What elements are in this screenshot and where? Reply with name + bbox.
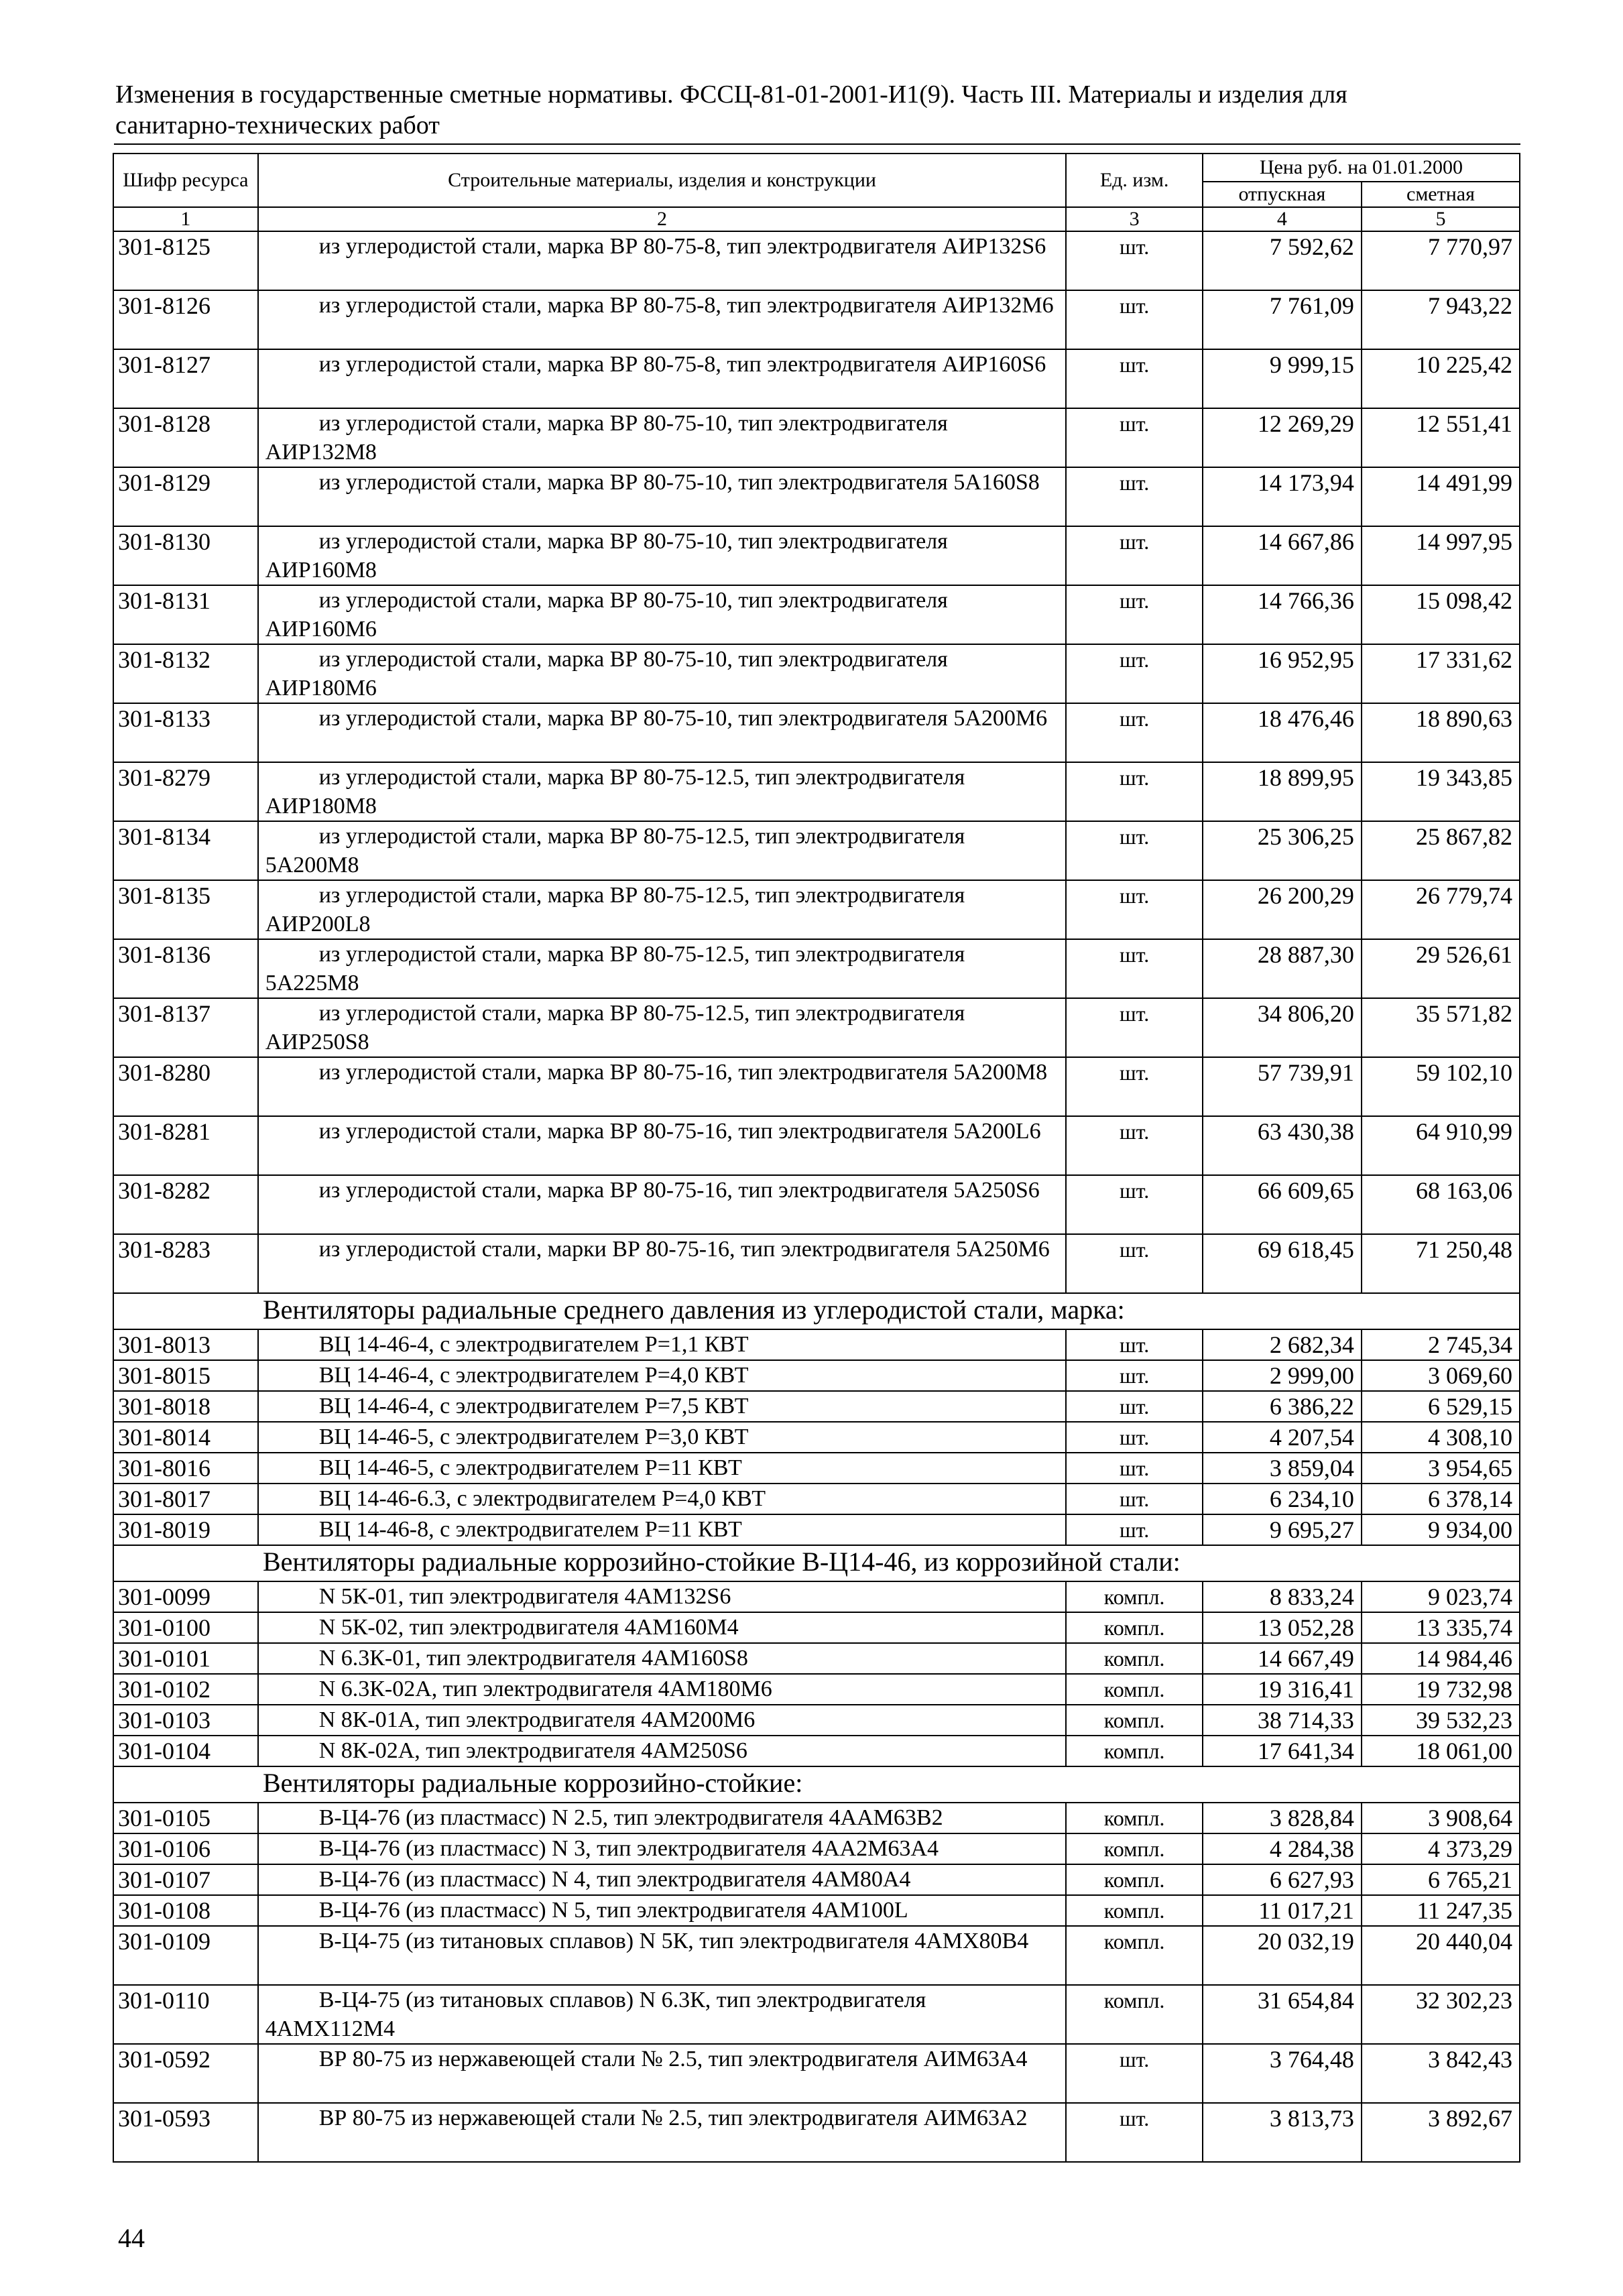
table-row — [113, 1057, 1520, 1116]
release-price: 28 887,30 — [1203, 939, 1362, 998]
unit-of-measure: шт. — [1066, 703, 1202, 762]
table-row — [113, 408, 1520, 467]
resource-code: 301-8132 — [113, 644, 258, 703]
unit-of-measure: шт. — [1066, 939, 1202, 998]
table-row — [113, 1705, 1520, 1736]
release-price: 11 017,21 — [1203, 1895, 1362, 1926]
table-row — [113, 998, 1520, 1057]
unit-of-measure: компл. — [1066, 1985, 1202, 2044]
col-desc-header: Строительные материалы, изделия и конструкции — [258, 154, 1067, 207]
estimate-price: 64 910,99 — [1362, 1116, 1520, 1175]
table-row — [113, 703, 1520, 762]
estimate-price: 20 440,04 — [1362, 1926, 1520, 1985]
item-description: ВЦ 14-46-6.3, с электродвигателем Р=4,0 КВТ — [258, 1484, 1067, 1514]
unit-of-measure: шт. — [1066, 1391, 1202, 1422]
table-row — [113, 762, 1520, 821]
release-price: 18 899,95 — [1203, 762, 1362, 821]
resource-code: 301-8279 — [113, 762, 258, 821]
release-price: 14 667,49 — [1203, 1643, 1362, 1674]
table-row — [113, 1175, 1520, 1234]
unit-of-measure: шт. — [1066, 349, 1202, 408]
estimate-price: 3 842,43 — [1362, 2044, 1520, 2103]
estimate-price: 59 102,10 — [1362, 1057, 1520, 1116]
resource-code: 301-0107 — [113, 1864, 258, 1895]
estimate-price: 9 934,00 — [1362, 1514, 1520, 1545]
unit-of-measure: шт. — [1066, 467, 1202, 526]
estimate-price: 9 023,74 — [1362, 1581, 1520, 1612]
release-price: 17 641,34 — [1203, 1736, 1362, 1766]
resource-code: 301-8281 — [113, 1116, 258, 1175]
estimate-price: 7 770,97 — [1362, 231, 1520, 290]
resource-code: 301-0110 — [113, 1985, 258, 2044]
release-price: 63 430,38 — [1203, 1116, 1362, 1175]
resource-code: 301-0103 — [113, 1705, 258, 1736]
table-row — [113, 1926, 1520, 1985]
table-row — [113, 526, 1520, 585]
table-row — [113, 644, 1520, 703]
estimate-price: 3 892,67 — [1362, 2103, 1520, 2162]
release-price: 18 476,46 — [1203, 703, 1362, 762]
table-row — [113, 1116, 1520, 1175]
estimate-price: 25 867,82 — [1362, 821, 1520, 880]
table-row — [113, 1895, 1520, 1926]
item-description: ВЦ 14-46-5, с электродвигателем Р=11 КВТ — [258, 1453, 1067, 1484]
item-description: N 6.3К-01, тип электродвигателя 4АМ160S8 — [258, 1643, 1067, 1674]
resource-code: 301-8018 — [113, 1391, 258, 1422]
unit-of-measure: компл. — [1066, 1926, 1202, 1985]
table-row — [113, 290, 1520, 349]
unit-of-measure: шт. — [1066, 1422, 1202, 1453]
item-description: ВР 80-75 из нержавеющей стали № 2.5, тип электродвигателя АИМ63А4 — [258, 2044, 1067, 2103]
item-description: из углеродистой стали, марки ВР 80-75-16, тип электродвигателя 5А250М6 — [258, 1234, 1067, 1293]
estimate-price: 39 532,23 — [1362, 1705, 1520, 1736]
unit-of-measure: шт. — [1066, 1514, 1202, 1545]
resource-code: 301-8013 — [113, 1329, 258, 1360]
estimate-price: 6 378,14 — [1362, 1484, 1520, 1514]
table-row — [113, 585, 1520, 644]
unit-of-measure: компл. — [1066, 1833, 1202, 1864]
table-row — [113, 1985, 1520, 2044]
unit-of-measure: шт. — [1066, 1175, 1202, 1234]
page-number: 44 — [118, 2223, 145, 2253]
estimate-price: 19 343,85 — [1362, 762, 1520, 821]
resource-code: 301-8137 — [113, 998, 258, 1057]
unit-of-measure: шт. — [1066, 880, 1202, 939]
table-row — [113, 939, 1520, 998]
estimate-price: 17 331,62 — [1362, 644, 1520, 703]
unit-of-measure: шт. — [1066, 1234, 1202, 1293]
table-row — [113, 1674, 1520, 1705]
unit-of-measure: компл. — [1066, 1864, 1202, 1895]
item-description: ВЦ 14-46-8, с электродвигателем Р=11 КВТ — [258, 1514, 1067, 1545]
col-price-header: Цена руб. на 01.01.2000 — [1203, 154, 1520, 182]
item-description: ВР 80-75 из нержавеющей стали № 2.5, тип электродвигателя АИМ63А2 — [258, 2103, 1067, 2162]
section-title: Вентиляторы радиальные коррозийно-стойкие: — [113, 1766, 1520, 1803]
unit-of-measure: компл. — [1066, 1643, 1202, 1674]
estimate-price: 14 984,46 — [1362, 1643, 1520, 1674]
resource-code: 301-8128 — [113, 408, 258, 467]
resource-code: 301-0105 — [113, 1803, 258, 1833]
release-price: 20 032,19 — [1203, 1926, 1362, 1985]
page-header — [115, 79, 1523, 141]
estimate-price: 10 225,42 — [1362, 349, 1520, 408]
table-row — [113, 821, 1520, 880]
unit-of-measure: компл. — [1066, 1705, 1202, 1736]
item-description: В-Ц4-75 (из титановых сплавов) N 5К, тип электродвигателя 4АМХ80В4 — [258, 1926, 1067, 1985]
release-price: 2 682,34 — [1203, 1329, 1362, 1360]
estimate-price: 29 526,61 — [1362, 939, 1520, 998]
resource-code: 301-0101 — [113, 1643, 258, 1674]
table-row — [113, 1514, 1520, 1545]
estimate-price: 26 779,74 — [1362, 880, 1520, 939]
resource-code: 301-8129 — [113, 467, 258, 526]
estimate-price: 35 571,82 — [1362, 998, 1520, 1057]
resource-code: 301-8133 — [113, 703, 258, 762]
estimate-price: 71 250,48 — [1362, 1234, 1520, 1293]
unit-of-measure: шт. — [1066, 1329, 1202, 1360]
release-price: 9 695,27 — [1203, 1514, 1362, 1545]
resource-code: 301-0102 — [113, 1674, 258, 1705]
item-description: В-Ц4-76 (из пластмасс) N 4, тип электродвигателя 4АМ80А4 — [258, 1864, 1067, 1895]
resource-code: 301-0109 — [113, 1926, 258, 1985]
resource-code: 301-8136 — [113, 939, 258, 998]
estimate-price: 6 529,15 — [1362, 1391, 1520, 1422]
table-row — [113, 1453, 1520, 1484]
item-description: из углеродистой стали, марка ВР 80-75-8, тип электродвигателя АИР132S6 — [258, 231, 1067, 290]
resource-code: 301-8017 — [113, 1484, 258, 1514]
unit-of-measure: шт. — [1066, 2044, 1202, 2103]
release-price: 31 654,84 — [1203, 1985, 1362, 2044]
release-price: 66 609,65 — [1203, 1175, 1362, 1234]
item-description: N 6.3К-02А, тип электродвигателя 4АМ180М6 — [258, 1674, 1067, 1705]
unit-of-measure: компл. — [1066, 1581, 1202, 1612]
section-title: Вентиляторы радиальные коррозийно-стойкие В-Ц14-46, из коррозийной стали: — [113, 1545, 1520, 1581]
item-description: из углеродистой стали, марка ВР 80-75-8, тип электродвигателя АИР132М6 — [258, 290, 1067, 349]
estimate-price: 13 335,74 — [1362, 1612, 1520, 1643]
item-description: ВЦ 14-46-4, с электродвигателем Р=1,1 КВТ — [258, 1329, 1067, 1360]
estimate-price: 19 732,98 — [1362, 1674, 1520, 1705]
unit-of-measure: шт. — [1066, 998, 1202, 1057]
estimate-price: 12 551,41 — [1362, 408, 1520, 467]
release-price: 7 592,62 — [1203, 231, 1362, 290]
table-row — [113, 1581, 1520, 1612]
col-number: 3 — [1066, 207, 1202, 231]
table-row — [113, 1329, 1520, 1360]
unit-of-measure: шт. — [1066, 1484, 1202, 1514]
item-description: N 5К-01, тип электродвигателя 4АМ132S6 — [258, 1581, 1067, 1612]
release-price: 8 833,24 — [1203, 1581, 1362, 1612]
col-release-header: отпускная — [1203, 182, 1362, 207]
unit-of-measure: компл. — [1066, 1674, 1202, 1705]
release-price: 57 739,91 — [1203, 1057, 1362, 1116]
table-row — [113, 880, 1520, 939]
release-price: 7 761,09 — [1203, 290, 1362, 349]
estimate-price: 2 745,34 — [1362, 1329, 1520, 1360]
table-body — [113, 231, 1520, 2162]
section-row — [113, 1766, 1520, 1803]
item-description: из углеродистой стали, марка ВР 80-75-10, тип электродвигателя АИР160М8 — [258, 526, 1067, 585]
table-row — [113, 349, 1520, 408]
release-price: 25 306,25 — [1203, 821, 1362, 880]
resource-code: 301-8280 — [113, 1057, 258, 1116]
unit-of-measure: шт. — [1066, 1453, 1202, 1484]
table-row — [113, 1234, 1520, 1293]
resource-code: 301-8014 — [113, 1422, 258, 1453]
unit-of-measure: шт. — [1066, 821, 1202, 880]
release-price: 12 269,29 — [1203, 408, 1362, 467]
table-row — [113, 231, 1520, 290]
item-description: из углеродистой стали, марка ВР 80-75-16, тип электродвигателя 5А200М8 — [258, 1057, 1067, 1116]
release-price: 26 200,29 — [1203, 880, 1362, 939]
item-description: В-Ц4-76 (из пластмасс) N 5, тип электродвигателя 4АМ100L — [258, 1895, 1067, 1926]
table-row — [113, 2044, 1520, 2103]
estimate-price: 15 098,42 — [1362, 585, 1520, 644]
resource-code: 301-0099 — [113, 1581, 258, 1612]
resource-code: 301-8126 — [113, 290, 258, 349]
resource-code: 301-8134 — [113, 821, 258, 880]
unit-of-measure: шт. — [1066, 1116, 1202, 1175]
item-description: из углеродистой стали, марка ВР 80-75-16, тип электродвигателя 5А250S6 — [258, 1175, 1067, 1234]
resource-code: 301-0104 — [113, 1736, 258, 1766]
estimate-price: 18 890,63 — [1362, 703, 1520, 762]
unit-of-measure: шт. — [1066, 526, 1202, 585]
release-price: 6 234,10 — [1203, 1484, 1362, 1514]
item-description: N 8К-02А, тип электродвигателя 4АМ250S6 — [258, 1736, 1067, 1766]
item-description: из углеродистой стали, марка ВР 80-75-12.5, тип электродвигателя 5А225М8 — [258, 939, 1067, 998]
table-row — [113, 1360, 1520, 1391]
table-row — [113, 467, 1520, 526]
estimate-price: 18 061,00 — [1362, 1736, 1520, 1766]
estimate-price: 32 302,23 — [1362, 1985, 1520, 2044]
resource-code: 301-8016 — [113, 1453, 258, 1484]
section-row — [113, 1293, 1520, 1329]
col-number: 4 — [1203, 207, 1362, 231]
unit-of-measure: шт. — [1066, 408, 1202, 467]
item-description: из углеродистой стали, марка ВР 80-75-10, тип электродвигателя АИР180М6 — [258, 644, 1067, 703]
col-number: 1 — [113, 207, 258, 231]
release-price: 4 284,38 — [1203, 1833, 1362, 1864]
item-description: из углеродистой стали, марка ВР 80-75-10, тип электродвигателя АИР132М8 — [258, 408, 1067, 467]
release-price: 38 714,33 — [1203, 1705, 1362, 1736]
header-line-1: Изменения в государственные сметные нормативы. ФССЦ-81-01-2001-И1(9). Часть III. Материалы и изделия для — [115, 80, 1347, 109]
resource-code: 301-0100 — [113, 1612, 258, 1643]
item-description: В-Ц4-76 (из пластмасс) N 3, тип электродвигателя 4АА2М63А4 — [258, 1833, 1067, 1864]
estimate-price: 3 954,65 — [1362, 1453, 1520, 1484]
table-row — [113, 1422, 1520, 1453]
unit-of-measure: шт. — [1066, 1057, 1202, 1116]
header-line-2: санитарно-технических работ — [115, 111, 440, 139]
item-description: из углеродистой стали, марка ВР 80-75-8, тип электродвигателя АИР160S6 — [258, 349, 1067, 408]
item-description: N 8К-01А, тип электродвигателя 4АМ200М6 — [258, 1705, 1067, 1736]
table-row — [113, 1803, 1520, 1833]
unit-of-measure: компл. — [1066, 1803, 1202, 1833]
resource-code: 301-8125 — [113, 231, 258, 290]
resource-code: 301-0592 — [113, 2044, 258, 2103]
resource-code: 301-8131 — [113, 585, 258, 644]
section-title: Вентиляторы радиальные среднего давления из углеродистой стали, марка: — [113, 1293, 1520, 1329]
resource-code: 301-0593 — [113, 2103, 258, 2162]
release-price: 6 627,93 — [1203, 1864, 1362, 1895]
estimate-price: 7 943,22 — [1362, 290, 1520, 349]
item-description: из углеродистой стали, марка ВР 80-75-12.5, тип электродвигателя АИР200L8 — [258, 880, 1067, 939]
price-table — [113, 153, 1520, 2163]
item-description: из углеродистой стали, марка ВР 80-75-10, тип электродвигателя АИР160М6 — [258, 585, 1067, 644]
unit-of-measure: шт. — [1066, 290, 1202, 349]
release-price: 2 999,00 — [1203, 1360, 1362, 1391]
item-description: из углеродистой стали, марка ВР 80-75-12.5, тип электродвигателя 5А200М8 — [258, 821, 1067, 880]
resource-code: 301-8019 — [113, 1514, 258, 1545]
item-description: В-Ц4-76 (из пластмасс) N 2.5, тип электродвигателя 4ААМ63В2 — [258, 1803, 1067, 1833]
resource-code: 301-8015 — [113, 1360, 258, 1391]
estimate-price: 3 908,64 — [1362, 1803, 1520, 1833]
col-code-header: Шифр ресурса — [113, 154, 258, 207]
unit-of-measure: шт. — [1066, 762, 1202, 821]
release-price: 3 859,04 — [1203, 1453, 1362, 1484]
release-price: 16 952,95 — [1203, 644, 1362, 703]
resource-code: 301-8127 — [113, 349, 258, 408]
item-description: из углеродистой стали, марка ВР 80-75-10, тип электродвигателя 5А160S8 — [258, 467, 1067, 526]
col-number: 2 — [258, 207, 1067, 231]
estimate-price: 68 163,06 — [1362, 1175, 1520, 1234]
resource-code: 301-0106 — [113, 1833, 258, 1864]
resource-code: 301-8135 — [113, 880, 258, 939]
item-description: В-Ц4-75 (из титановых сплавов) N 6.3К, тип электродвигателя 4АМХ112М4 — [258, 1985, 1067, 2044]
item-description: ВЦ 14-46-4, с электродвигателем Р=7,5 КВТ — [258, 1391, 1067, 1422]
table-row — [113, 1391, 1520, 1422]
estimate-price: 3 069,60 — [1362, 1360, 1520, 1391]
unit-of-measure: компл. — [1066, 1895, 1202, 1926]
col-unit-header: Ед. изм. — [1066, 154, 1202, 207]
table-row — [113, 1484, 1520, 1514]
release-price: 3 828,84 — [1203, 1803, 1362, 1833]
item-description: ВЦ 14-46-5, с электродвигателем Р=3,0 КВТ — [258, 1422, 1067, 1453]
item-description: из углеродистой стали, марка ВР 80-75-12.5, тип электродвигателя АИР180М8 — [258, 762, 1067, 821]
unit-of-measure: шт. — [1066, 1360, 1202, 1391]
estimate-price: 14 491,99 — [1362, 467, 1520, 526]
table-row — [113, 1864, 1520, 1895]
unit-of-measure: шт. — [1066, 585, 1202, 644]
release-price: 6 386,22 — [1203, 1391, 1362, 1422]
release-price: 14 766,36 — [1203, 585, 1362, 644]
table-row — [113, 1612, 1520, 1643]
resource-code: 301-0108 — [113, 1895, 258, 1926]
release-price: 69 618,45 — [1203, 1234, 1362, 1293]
table-row — [113, 1643, 1520, 1674]
release-price: 14 173,94 — [1203, 467, 1362, 526]
release-price: 3 764,48 — [1203, 2044, 1362, 2103]
unit-of-measure: шт. — [1066, 644, 1202, 703]
resource-code: 301-8130 — [113, 526, 258, 585]
table-row — [113, 1833, 1520, 1864]
item-description: из углеродистой стали, марка ВР 80-75-16, тип электродвигателя 5А200L6 — [258, 1116, 1067, 1175]
unit-of-measure: компл. — [1066, 1736, 1202, 1766]
item-description: N 5К-02, тип электродвигателя 4АМ160М4 — [258, 1612, 1067, 1643]
unit-of-measure: компл. — [1066, 1612, 1202, 1643]
resource-code: 301-8283 — [113, 1234, 258, 1293]
release-price: 19 316,41 — [1203, 1674, 1362, 1705]
table-row — [113, 1736, 1520, 1766]
estimate-price: 4 373,29 — [1362, 1833, 1520, 1864]
section-row — [113, 1545, 1520, 1581]
release-price: 13 052,28 — [1203, 1612, 1362, 1643]
release-price: 4 207,54 — [1203, 1422, 1362, 1453]
header-rule — [114, 143, 1520, 145]
unit-of-measure: шт. — [1066, 231, 1202, 290]
item-description: ВЦ 14-46-4, с электродвигателем Р=4,0 КВТ — [258, 1360, 1067, 1391]
resource-code: 301-8282 — [113, 1175, 258, 1234]
release-price: 14 667,86 — [1203, 526, 1362, 585]
release-price: 3 813,73 — [1203, 2103, 1362, 2162]
estimate-price: 6 765,21 — [1362, 1864, 1520, 1895]
unit-of-measure: шт. — [1066, 2103, 1202, 2162]
estimate-price: 11 247,35 — [1362, 1895, 1520, 1926]
release-price: 34 806,20 — [1203, 998, 1362, 1057]
item-description: из углеродистой стали, марка ВР 80-75-10, тип электродвигателя 5А200М6 — [258, 703, 1067, 762]
item-description: из углеродистой стали, марка ВР 80-75-12.5, тип электродвигателя АИР250S8 — [258, 998, 1067, 1057]
col-number: 5 — [1362, 207, 1520, 231]
col-estimate-header: сметная — [1362, 182, 1520, 207]
estimate-price: 14 997,95 — [1362, 526, 1520, 585]
release-price: 9 999,15 — [1203, 349, 1362, 408]
estimate-price: 4 308,10 — [1362, 1422, 1520, 1453]
table-row — [113, 2103, 1520, 2162]
